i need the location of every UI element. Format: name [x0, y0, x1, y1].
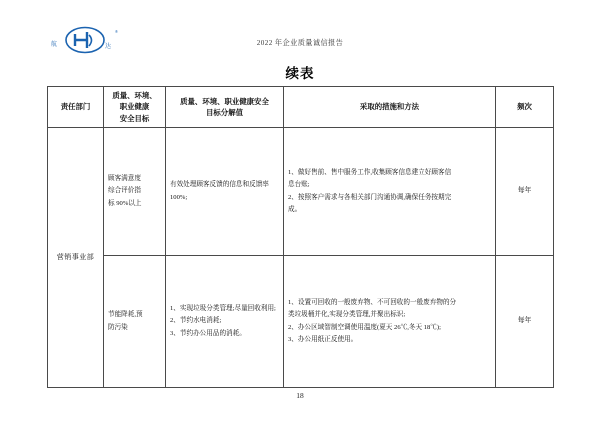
table-row: [48, 128, 554, 256]
running-header-title: 2022 年企业质量诚信报告: [256, 39, 344, 47]
cell-measures-line: 息台账;: [288, 181, 310, 189]
column-header-measures: 采取的措施和方法: [284, 87, 496, 128]
cell-frequency: 每年: [496, 128, 554, 256]
cell-department: 营销事业部: [48, 128, 104, 388]
cell-goal: [104, 128, 166, 256]
column-header-goal-line3: 安全目标: [119, 113, 150, 123]
page-header: [0, 26, 600, 60]
cell-goal-line: 防污染: [108, 323, 128, 331]
cell-measures-line: 2、按照客户需求与各相关部门沟通协调,确保任务按期完: [288, 193, 452, 201]
cell-measures-line: 类垃圾桶并化,实现分类管理,并聚出标识;: [288, 311, 406, 319]
cell-decomposition-line: 有效处理顾客反馈的信息和反馈率 100%;: [170, 181, 269, 201]
cell-goal-line: 标 90%以上: [108, 199, 142, 207]
cell-decomposition-line: 3、节约办公用品的消耗。: [170, 329, 246, 337]
cell-decomposition: [166, 128, 284, 256]
column-header-decomposition-line1: 质量、环境、职业健康安全: [180, 96, 269, 106]
cell-decomposition: [166, 256, 284, 388]
column-header-goal-line2: 职业健康: [119, 102, 150, 112]
table-header-row: [48, 87, 554, 128]
column-header-frequency: 频次: [496, 87, 554, 128]
column-header-department: 责任部门: [48, 87, 104, 128]
cell-decomposition-line: 2、节约水电消耗;: [170, 317, 222, 325]
cell-measures-line: 成。: [288, 205, 302, 213]
page-title: 续表: [285, 66, 315, 81]
column-header-goal-line1: 质量、环境、: [112, 91, 157, 101]
svg-text:达: 达: [105, 44, 112, 50]
goals-table: [47, 86, 554, 388]
cell-goal-line: 节能降耗,预: [108, 311, 143, 319]
cell-goal-line: 顾客满意度: [108, 175, 141, 183]
cell-goal-line: 综合评价指: [108, 187, 141, 195]
cell-measures-line: 1、设置可回收的一般废弃物、不可回收的一般废弃物的分: [288, 299, 457, 307]
column-header-goal: [104, 87, 166, 128]
cell-measures-line: 3、办公用纸正反使用。: [288, 335, 358, 343]
goals-table-wrapper: [47, 86, 553, 388]
cell-decomposition-line: 1、实现垃圾分类管理;尽量回收利用;: [170, 305, 276, 313]
cell-goal: [104, 256, 166, 388]
svg-text:航: 航: [51, 42, 58, 48]
column-header-decomposition-line2: 目标分解值: [206, 108, 243, 117]
svg-text:®: ®: [115, 29, 118, 34]
table-row: [48, 256, 554, 388]
cell-measures: [284, 128, 496, 256]
column-header-decomposition: [166, 87, 284, 128]
cell-measures-line: 1、做好售前、售中服务工作,收集顾客信息建立好顾客信: [288, 169, 452, 177]
cell-measures: [284, 256, 496, 388]
cell-frequency: 每年: [496, 256, 554, 388]
page-number: 18: [296, 391, 304, 400]
cell-measures-line: 2、办公区域智制空调使用温度(夏天 26℃,冬天 18℃);: [288, 323, 441, 331]
